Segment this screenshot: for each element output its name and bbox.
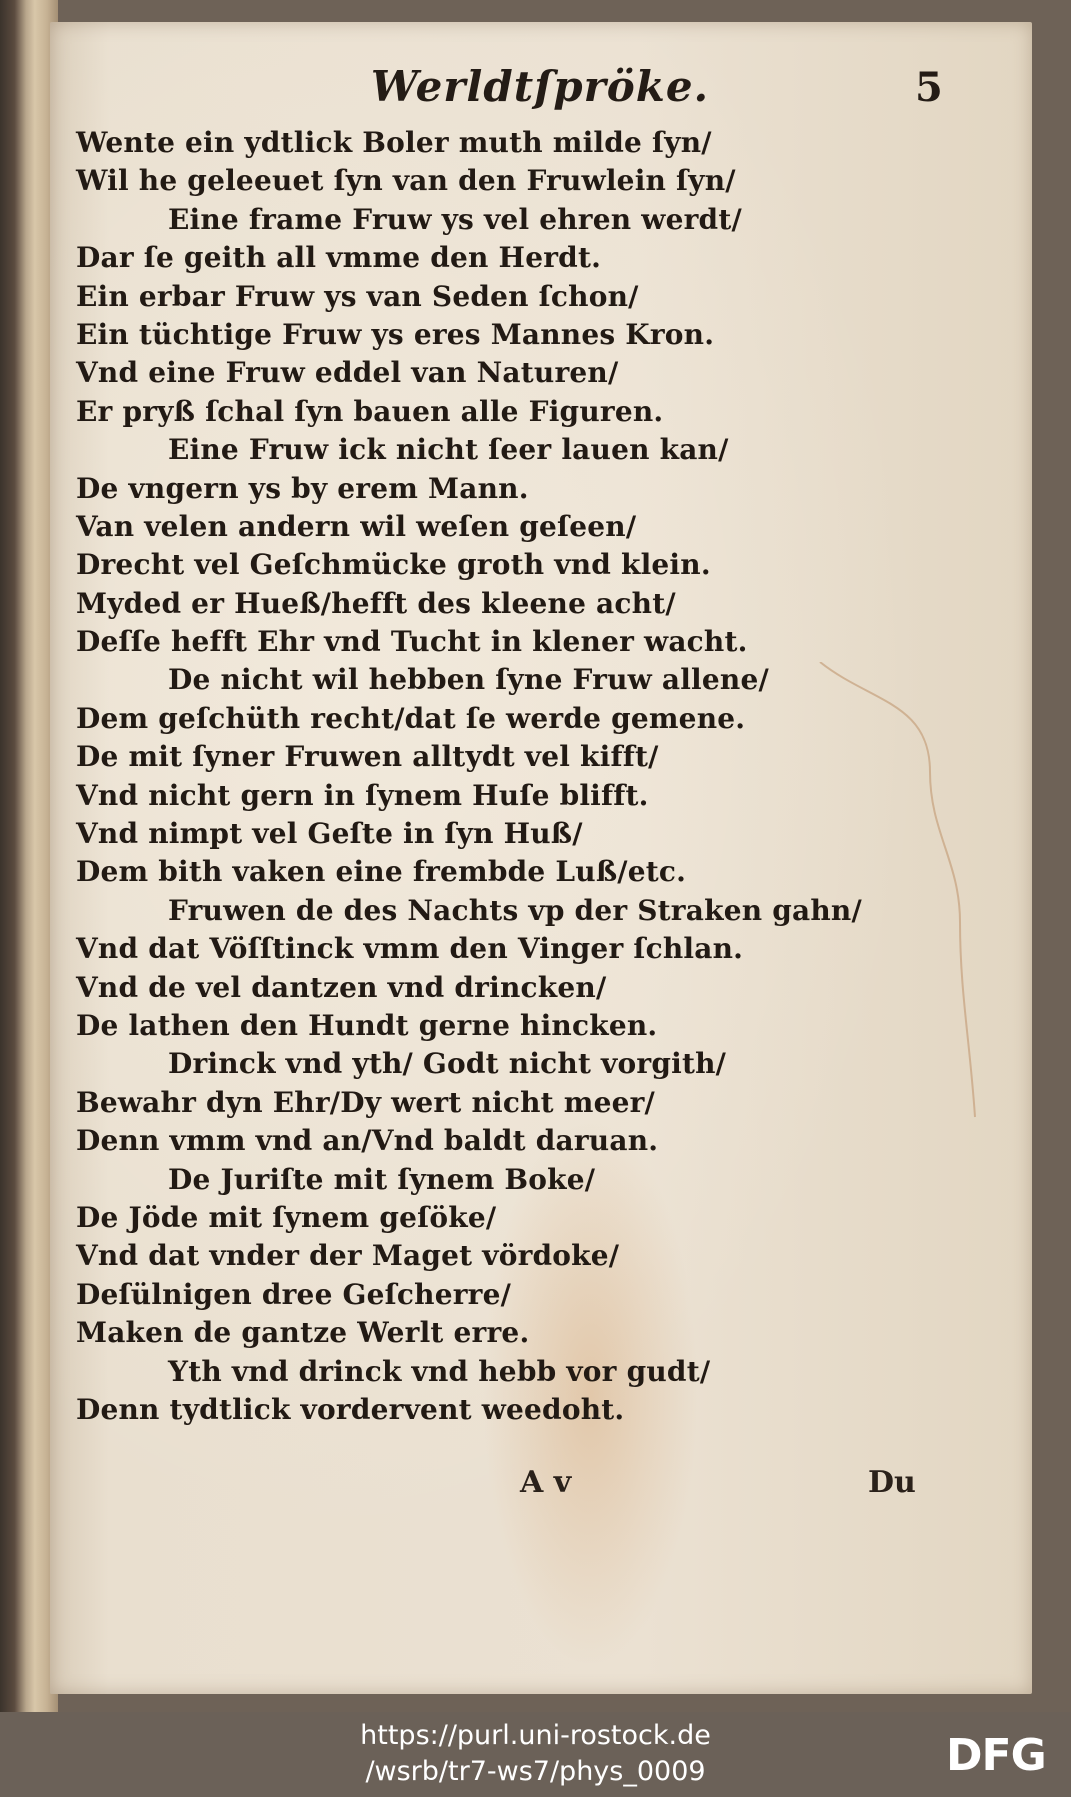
verse-line: Vnd dat vnder der Maget vördoke/ bbox=[76, 1239, 620, 1273]
page-header bbox=[50, 62, 1032, 122]
verse-line: Vnd nimpt vel Geſte in ſyn Huß/ bbox=[76, 817, 583, 851]
verse-line: Drecht vel Geſchmücke groth vnd klein. bbox=[76, 548, 711, 582]
signature-mark: A v bbox=[520, 1465, 572, 1500]
verse-line: Van velen andern wil weſen geſeen/ bbox=[76, 509, 637, 543]
verse-line: Deſſe hefft Ehr vnd Tucht in klener wacht. bbox=[76, 625, 748, 659]
running-head: Werldtſpröke. bbox=[370, 62, 710, 111]
verse-line: Denn vmm vnd an/Vnd baldt daruan. bbox=[76, 1124, 659, 1158]
book-page bbox=[50, 22, 1032, 1694]
verse-line: Yth vnd drinck vnd hebb vor gudt/ bbox=[168, 1354, 711, 1388]
verse-line: Ein erbar Fruw ys van Seden ſchon/ bbox=[76, 279, 639, 313]
verse-line: Dar ſe geith all vmme den Herdt. bbox=[76, 241, 602, 275]
page-footer bbox=[50, 1465, 1030, 1515]
verse-line: De Juriſte mit ſynem Boke/ bbox=[168, 1162, 596, 1196]
page-number: 5 bbox=[915, 64, 943, 111]
verse-line: Wente ein ydtlick Boler muth milde ſyn/ bbox=[76, 126, 712, 159]
verse-line: De mit ſyner Fruwen alltydt vel kifft/ bbox=[76, 740, 659, 774]
source-url-line-1[interactable]: https://purl.uni-rostock.de bbox=[360, 1720, 711, 1751]
verse-line: Deſülnigen dree Geſcherre/ bbox=[76, 1277, 512, 1311]
verse-line: Dem geſchüth recht/dat ſe werde gemene. bbox=[76, 701, 746, 735]
verse-line: Bewahr dyn Ehr/Dy wert nicht meer/ bbox=[76, 1085, 655, 1119]
verse-line: De Jöde mit ſynem geſöke/ bbox=[76, 1200, 497, 1234]
verse-line: Vnd nicht gern in ſynem Huſe blifft. bbox=[76, 778, 649, 812]
verse-line: Vnd eine Fruw eddel van Naturen/ bbox=[76, 356, 619, 390]
verse-line: Fruwen de des Nachts vp der Straken gahn/ bbox=[168, 893, 862, 927]
verse-line: De vngern ys by erem Mann. bbox=[76, 471, 529, 505]
source-url-line-2[interactable]: /wsrb/tr7-ws7/phys_0009 bbox=[365, 1756, 706, 1787]
verse-line: Myded er Hueß/hefft des kleene acht/ bbox=[76, 586, 676, 620]
verse-line: Dem bith vaken eine frembde Luß/etc. bbox=[76, 855, 687, 889]
verse-line: Maken de gantze Werlt erre. bbox=[76, 1316, 530, 1350]
verse-line: Drinck vnd yth/ Godt nicht vorgith/ bbox=[168, 1047, 727, 1081]
verse-line: Eine Fruw ick nicht ſeer lauen kan/ bbox=[168, 433, 729, 467]
verse-line: Er pryß ſchal ſyn bauen alle Figuren. bbox=[76, 394, 664, 428]
verse-line: Ein tüchtige Fruw ys eres Mannes Kron. bbox=[76, 317, 715, 351]
margin-pencil-mark bbox=[810, 662, 990, 1122]
source-footer-bar bbox=[0, 1712, 1071, 1797]
verse-line: Vnd de vel dantzen vnd drincken/ bbox=[76, 970, 607, 1004]
verse-line: Denn tydtlick vordervent weedoht. bbox=[76, 1392, 625, 1426]
verse-line: De lathen den Hundt gerne hincken. bbox=[76, 1008, 658, 1042]
verse-line: Wil he geleeuet ſyn van den Fruwlein ſyn/ bbox=[76, 164, 736, 198]
verse-line: De nicht wil hebben ſyne Fruw allene/ bbox=[168, 663, 769, 697]
dfg-logo: DFG bbox=[946, 1730, 1046, 1781]
verse-line: Eine frame Fruw ys vel ehren werdt/ bbox=[168, 202, 742, 236]
verse-line: Vnd dat Vöſſtinck vmm den Vinger ſchlan. bbox=[76, 932, 744, 966]
catchword: Du bbox=[868, 1465, 916, 1500]
